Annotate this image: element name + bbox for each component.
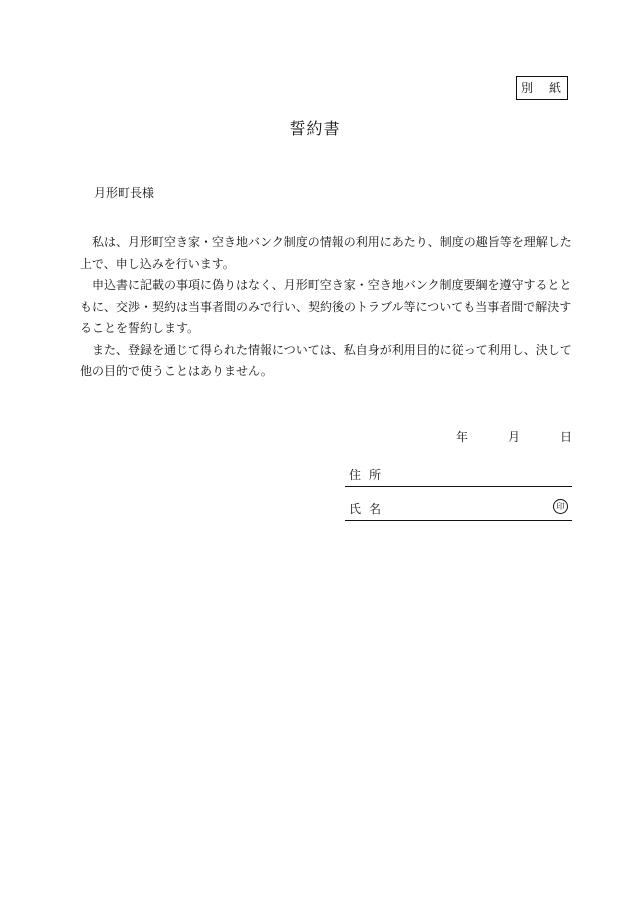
paragraph-1: 私は、月形町空き家・空き地バンク制度の情報の利用にあたり、制度の趣旨等を理解した上で、申し込みを行います。 (80, 235, 572, 271)
date-day-label: 日 (560, 430, 573, 444)
pledge-body (80, 232, 580, 383)
seal-mark: 印 (553, 499, 568, 514)
date-year-label: 年 (456, 430, 469, 444)
address-label: 住所 (349, 468, 390, 482)
paragraph-2: 申込書に記載の事項に偽りはなく、月形町空き家・空き地バンク制度要綱を遵守するとともに、交渉・契約は当事者間のみで行い、契約後のトラブル等についても当事者間で解決することを誓約します。 (80, 278, 572, 335)
name-field[interactable] (345, 496, 572, 521)
addressee: 月形町長様 (94, 186, 155, 200)
document-title: 誓約書 (289, 119, 341, 138)
address-field[interactable] (345, 462, 572, 487)
date-month-label: 月 (508, 430, 521, 444)
name-label: 氏名 (349, 502, 390, 516)
attachment-tag: 別 紙 (516, 76, 568, 100)
paragraph-3: また、登録を通じて得られた情報については、私自身が利用目的に従って利用し、決して他の目的で使うことはありません。 (80, 342, 572, 378)
